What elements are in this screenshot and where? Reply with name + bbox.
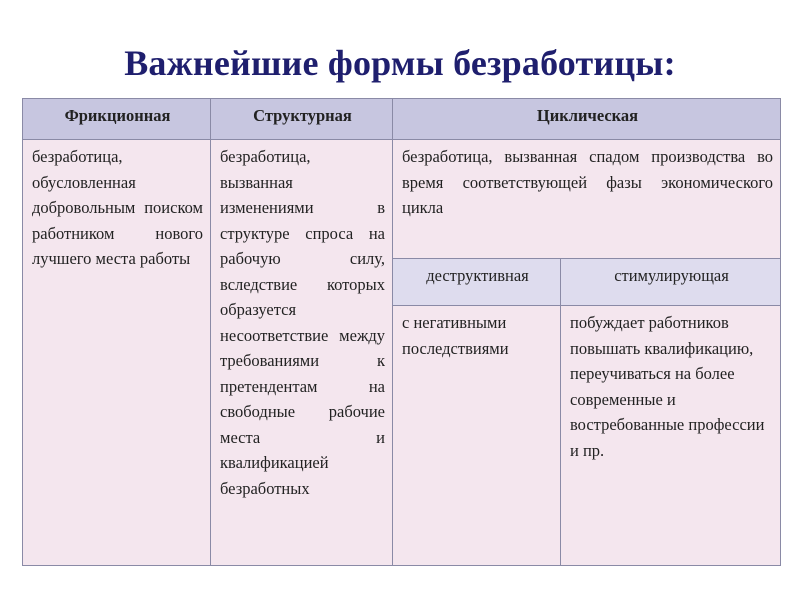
header-structural: Структурная	[211, 99, 393, 140]
structural-text: безработица, вызванная изменениями в структуре спроса на рабочую силу, вследствие которых образуется несоответствие между требованиями к претендентам на свободные рабочие места и квалификацией безработных	[220, 147, 385, 498]
stimulating-cell	[561, 306, 781, 566]
header-row	[23, 99, 781, 140]
cyclical-cell	[393, 140, 781, 259]
definition-row	[23, 140, 781, 259]
header-cyclical: Циклическая	[393, 99, 781, 140]
subheader-destructive: деструктивная	[393, 259, 561, 306]
frictional-text: безработица, обусловленная добровольным поиском работником нового лучшего места работы	[32, 147, 203, 268]
destructive-text: с негативными последствиями	[402, 313, 509, 358]
slide-title: Важнейшие формы безработицы:	[124, 43, 676, 83]
frictional-cell	[23, 140, 211, 566]
subheader-stimulating: стимулирующая	[561, 259, 781, 306]
cyclical-text: безработица, вызванная спадом производства во время соответствующей фазы экономического цикла	[402, 147, 774, 217]
structural-cell	[211, 140, 393, 566]
unemployment-forms-table	[22, 98, 781, 566]
destructive-cell	[393, 306, 561, 566]
header-frictional: Фрикционная	[23, 99, 211, 140]
stimulating-text: побуждает работников повышать квалификацию, переучиваться на более современные и востребованные профессии и пр.	[570, 313, 765, 460]
